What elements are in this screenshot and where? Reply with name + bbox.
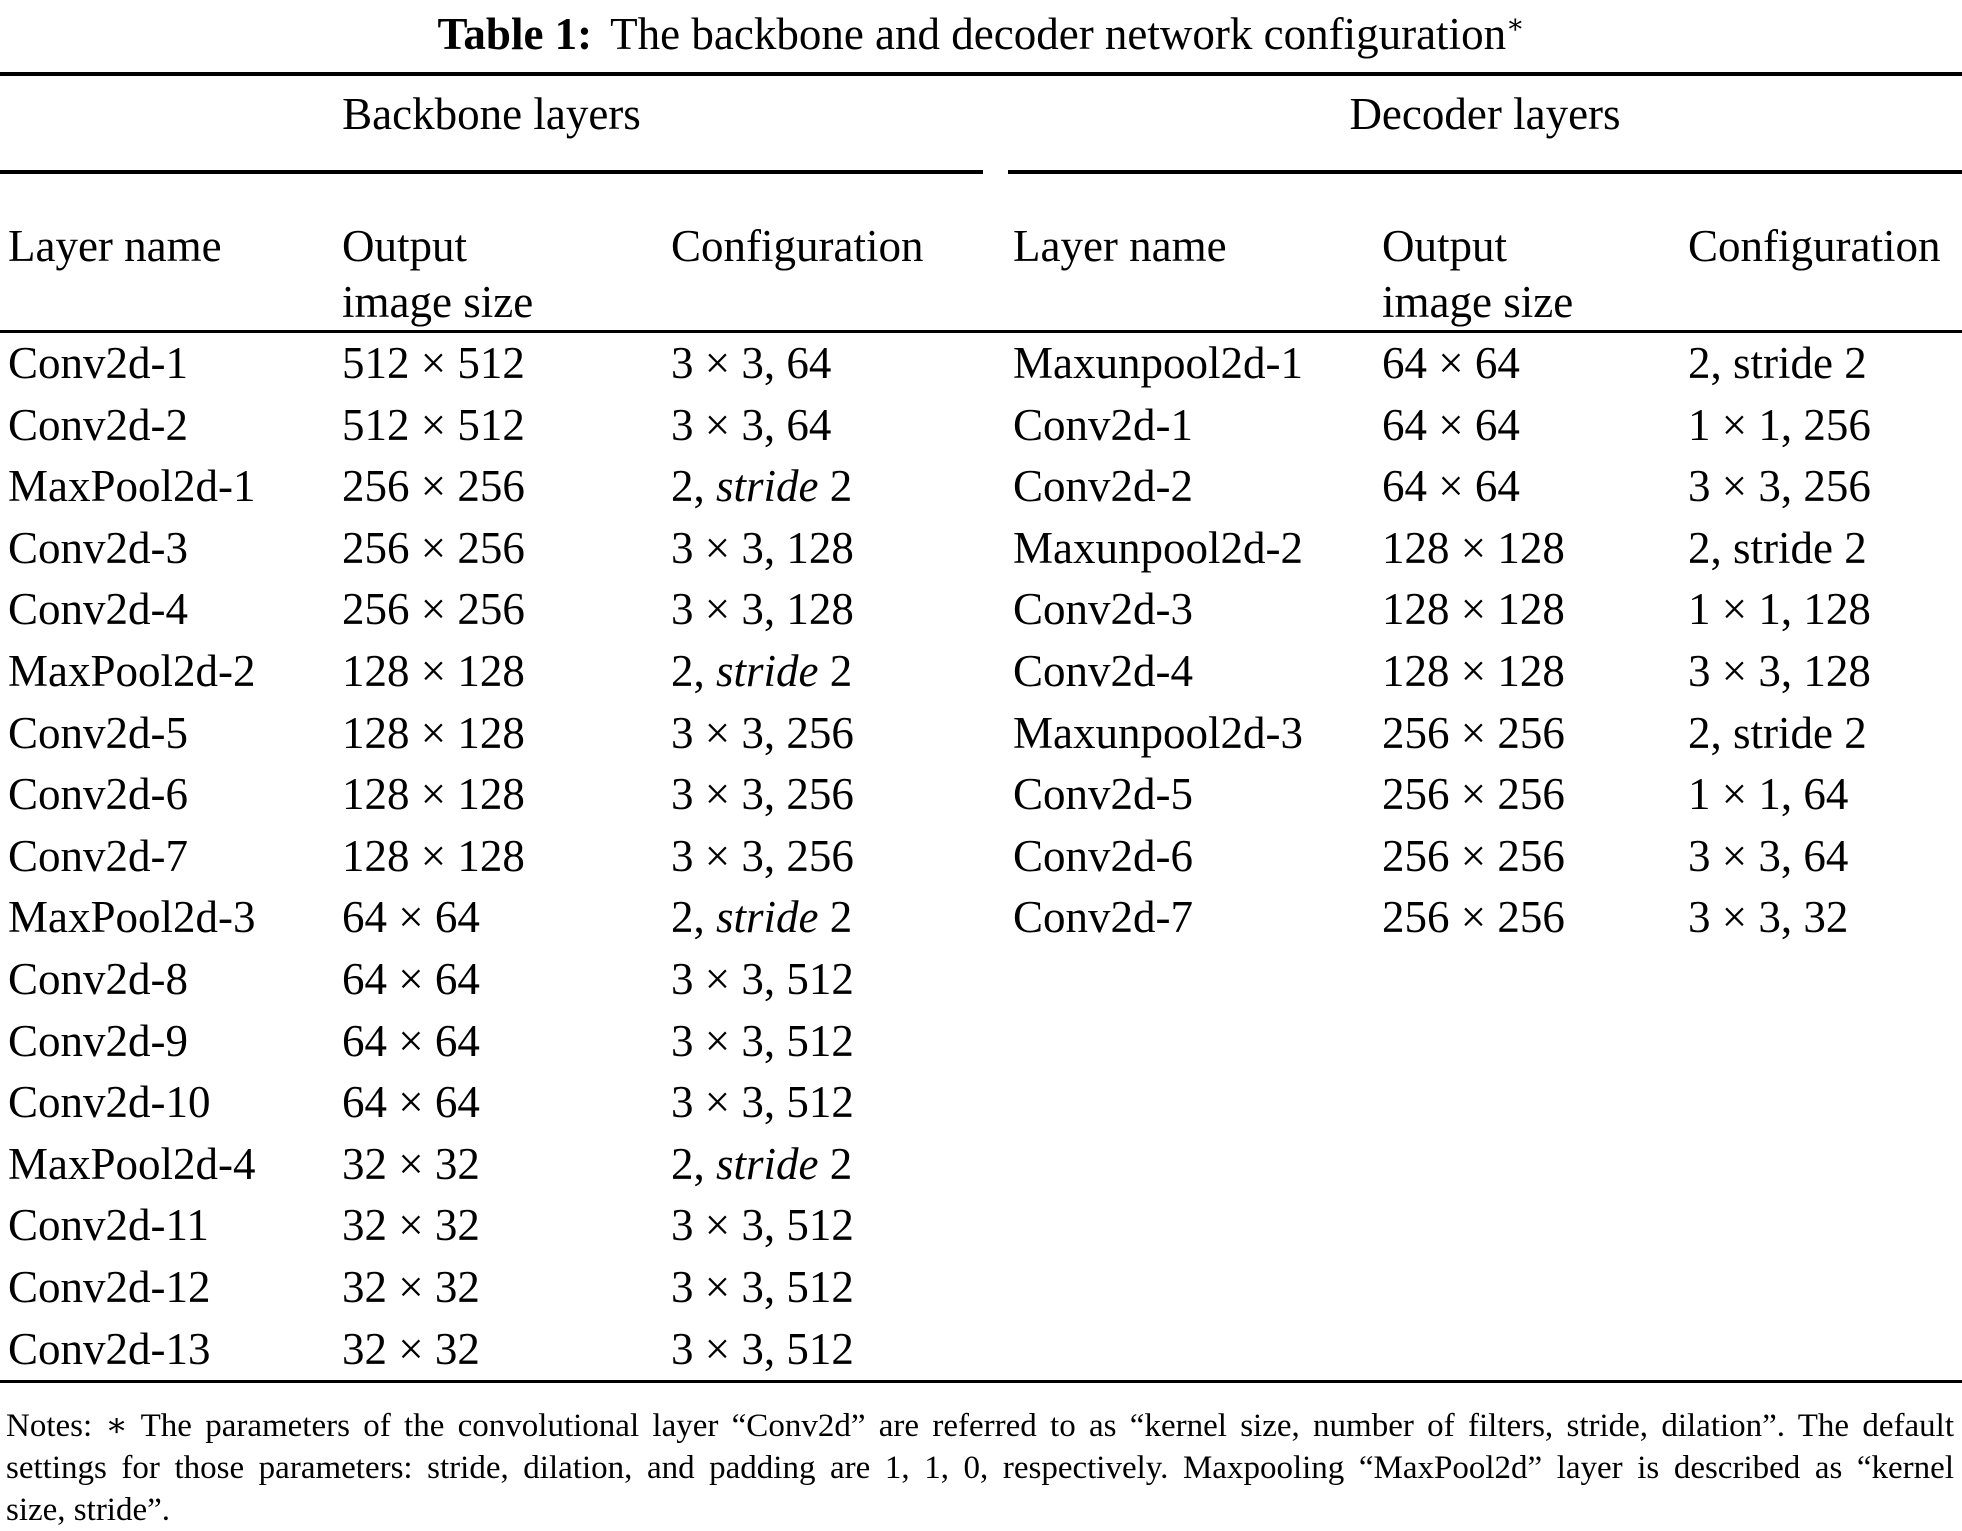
column-header-layer-name: Layer name <box>1013 221 1227 271</box>
cell-backbone-output-size: 128 × 128 <box>342 830 525 881</box>
cell-backbone-output-size: 256 × 256 <box>342 522 525 573</box>
cell-decoder-output-size: 64 × 64 <box>1382 399 1520 450</box>
cell-backbone-output-size: 64 × 64 <box>342 953 480 1004</box>
group-header-rule-gap <box>983 170 1008 174</box>
cell-decoder-configuration: 3 × 3, 32 <box>1688 892 1849 943</box>
table-caption-text: The backbone and decoder network configuration∗ <box>610 9 1525 59</box>
cell-decoder-output-size: 256 × 256 <box>1382 892 1565 943</box>
cell-backbone-output-size: 32 × 32 <box>342 1200 480 1251</box>
column-header-layer-name: Layer name <box>8 221 222 271</box>
cell-decoder-layer-name: Conv2d-5 <box>1013 769 1193 820</box>
cell-decoder-configuration: 3 × 3, 128 <box>1688 645 1871 696</box>
cell-backbone-layer-name: Conv2d-1 <box>8 338 188 388</box>
cell-backbone-configuration: 2, stride 2 <box>671 892 853 943</box>
cell-backbone-layer-name: Conv2d-10 <box>8 1077 211 1128</box>
table-caption-label: Table 1: <box>437 9 593 59</box>
cell-decoder-configuration: 1 × 1, 128 <box>1688 584 1871 635</box>
cell-backbone-output-size: 32 × 32 <box>342 1138 480 1189</box>
cell-decoder-layer-name <box>1013 949 1382 1011</box>
cell-decoder-configuration <box>1688 1072 1962 1134</box>
cell-backbone-output-size: 256 × 256 <box>342 461 525 512</box>
cell-decoder-layer-name: Conv2d-7 <box>1013 892 1193 943</box>
cell-backbone-output-size: 128 × 128 <box>342 707 525 758</box>
cell-decoder-layer-name <box>1013 1257 1382 1319</box>
cell-backbone-configuration: 2, stride 2 <box>671 461 853 512</box>
table-caption <box>0 0 1962 72</box>
cell-decoder-layer-name <box>1013 1319 1382 1381</box>
cell-decoder-output-size: 64 × 64 <box>1382 338 1520 388</box>
cell-decoder-configuration <box>1688 1011 1962 1073</box>
notes-line-3: size, stride”. <box>6 1492 171 1529</box>
column-header-output-size: Output image size <box>342 221 534 327</box>
cell-decoder-output-size <box>1382 1134 1688 1196</box>
cell-decoder-output-size: 128 × 128 <box>1382 584 1565 635</box>
cell-decoder-configuration <box>1688 949 1962 1011</box>
cell-backbone-output-size: 64 × 64 <box>342 1015 480 1066</box>
cell-backbone-configuration: 3 × 3, 512 <box>671 953 854 1004</box>
cell-backbone-configuration: 3 × 3, 256 <box>671 830 854 881</box>
cell-backbone-layer-name: Conv2d-5 <box>8 707 188 758</box>
cell-backbone-layer-name: Conv2d-7 <box>8 830 188 881</box>
notes-line-2: settings for those parameters: stride, dilation, and padding are 1, 1, 0, respectively. Maxpooling “MaxPool2d” layer is described as “kernel <box>6 1450 1954 1487</box>
cell-decoder-output-size: 128 × 128 <box>1382 522 1565 573</box>
cell-backbone-configuration: 3 × 3, 128 <box>671 584 854 635</box>
cell-decoder-configuration: 3 × 3, 256 <box>1688 461 1871 512</box>
cell-decoder-output-size <box>1382 1319 1688 1381</box>
cell-backbone-layer-name: Conv2d-12 <box>8 1261 211 1312</box>
cell-decoder-layer-name <box>1013 1195 1382 1257</box>
table-body <box>0 333 1962 1380</box>
cell-decoder-layer-name: Conv2d-2 <box>1013 461 1193 512</box>
cell-backbone-output-size: 64 × 64 <box>342 892 480 943</box>
cell-backbone-output-size: 512 × 512 <box>342 338 525 388</box>
cell-decoder-output-size <box>1382 1257 1688 1319</box>
cell-decoder-output-size: 128 × 128 <box>1382 645 1565 696</box>
group-header-rule <box>0 170 1962 174</box>
cell-decoder-layer-name: Conv2d-4 <box>1013 645 1193 696</box>
cell-backbone-output-size: 128 × 128 <box>342 645 525 696</box>
cell-decoder-configuration <box>1688 1319 1962 1381</box>
cell-decoder-output-size: 256 × 256 <box>1382 830 1565 881</box>
cell-decoder-output-size <box>1382 1011 1688 1073</box>
cell-decoder-output-size <box>1382 1072 1688 1134</box>
cell-decoder-layer-name: Maxunpool2d-1 <box>1013 338 1303 388</box>
cell-backbone-output-size: 128 × 128 <box>342 769 525 820</box>
cell-backbone-layer-name: Conv2d-6 <box>8 769 188 820</box>
cell-decoder-configuration: 2, stride 2 <box>1688 338 1867 388</box>
cell-decoder-layer-name <box>1013 1072 1382 1134</box>
cell-decoder-configuration: 1 × 1, 64 <box>1688 769 1849 820</box>
cell-backbone-layer-name: Conv2d-8 <box>8 953 188 1004</box>
cell-decoder-layer-name: Conv2d-3 <box>1013 584 1193 635</box>
cell-decoder-configuration <box>1688 1195 1962 1257</box>
group-header-decoder: Decoder layers <box>1349 89 1621 139</box>
cell-backbone-configuration: 3 × 3, 512 <box>671 1077 854 1128</box>
cell-backbone-configuration: 3 × 3, 512 <box>671 1200 854 1251</box>
group-header-backbone: Backbone layers <box>342 89 641 139</box>
cell-backbone-configuration: 3 × 3, 128 <box>671 522 854 573</box>
cell-decoder-output-size: 256 × 256 <box>1382 707 1565 758</box>
cell-backbone-layer-name: MaxPool2d-3 <box>8 892 256 943</box>
cell-decoder-configuration <box>1688 1134 1962 1196</box>
group-header-gap <box>983 76 1008 170</box>
cell-decoder-output-size <box>1382 1195 1688 1257</box>
cell-backbone-layer-name: Conv2d-3 <box>8 522 188 573</box>
cell-decoder-configuration: 1 × 1, 256 <box>1688 399 1871 450</box>
cell-backbone-layer-name: Conv2d-9 <box>8 1015 188 1066</box>
cell-backbone-configuration: 3 × 3, 64 <box>671 338 832 388</box>
table-notes <box>0 1383 1962 1531</box>
column-header-output-size: Output image size <box>1382 221 1574 327</box>
cell-backbone-configuration: 3 × 3, 512 <box>671 1323 854 1374</box>
cell-backbone-layer-name: MaxPool2d-1 <box>8 461 256 512</box>
cell-decoder-layer-name: Maxunpool2d-2 <box>1013 522 1303 573</box>
cell-decoder-configuration: 2, stride 2 <box>1688 522 1867 573</box>
cell-backbone-output-size: 32 × 32 <box>342 1261 480 1312</box>
cell-backbone-output-size: 64 × 64 <box>342 1077 480 1128</box>
cell-decoder-layer-name: Conv2d-1 <box>1013 399 1193 450</box>
cell-backbone-layer-name: MaxPool2d-4 <box>8 1138 256 1189</box>
group-header-row <box>0 76 1962 170</box>
cell-decoder-layer-name <box>1013 1134 1382 1196</box>
column-header-configuration: Configuration <box>1688 221 1941 271</box>
cell-backbone-configuration: 3 × 3, 256 <box>671 707 854 758</box>
cell-backbone-configuration: 2, stride 2 <box>671 645 853 696</box>
cell-backbone-output-size: 256 × 256 <box>342 584 525 635</box>
cell-decoder-output-size: 64 × 64 <box>1382 461 1520 512</box>
title-asterisk: ∗ <box>1506 9 1525 39</box>
cell-backbone-configuration: 3 × 3, 512 <box>671 1261 854 1312</box>
group-header-rule-right <box>1008 170 1962 174</box>
column-header-configuration: Configuration <box>671 221 924 271</box>
cell-backbone-layer-name: Conv2d-4 <box>8 584 188 635</box>
cell-backbone-configuration: 3 × 3, 512 <box>671 1015 854 1066</box>
cell-decoder-layer-name <box>1013 1011 1382 1073</box>
group-header-rule-left <box>0 170 983 174</box>
cell-backbone-layer-name: MaxPool2d-2 <box>8 645 256 696</box>
cell-backbone-layer-name: Conv2d-2 <box>8 399 188 450</box>
cell-backbone-configuration: 3 × 3, 256 <box>671 769 854 820</box>
cell-decoder-configuration: 2, stride 2 <box>1688 707 1867 758</box>
cell-decoder-configuration: 3 × 3, 64 <box>1688 830 1849 881</box>
cell-backbone-output-size: 512 × 512 <box>342 399 525 450</box>
cell-backbone-configuration: 3 × 3, 64 <box>671 399 832 450</box>
cell-decoder-output-size: 256 × 256 <box>1382 769 1565 820</box>
cell-decoder-layer-name: Conv2d-6 <box>1013 830 1193 881</box>
cell-decoder-output-size <box>1382 949 1688 1011</box>
cell-backbone-layer-name: Conv2d-13 <box>8 1323 211 1374</box>
cell-decoder-configuration <box>1688 1257 1962 1319</box>
cell-backbone-output-size: 32 × 32 <box>342 1323 480 1374</box>
cell-decoder-layer-name: Maxunpool2d-3 <box>1013 707 1303 758</box>
cell-backbone-configuration: 2, stride 2 <box>671 1138 853 1189</box>
notes-line-1: Notes: ∗ The parameters of the convolutional layer “Conv2d” are referred to as “kernel size, number of filters, stride, dilation”. The default <box>6 1408 1954 1445</box>
cell-backbone-layer-name: Conv2d-11 <box>8 1200 209 1251</box>
column-header-row <box>0 174 1962 330</box>
